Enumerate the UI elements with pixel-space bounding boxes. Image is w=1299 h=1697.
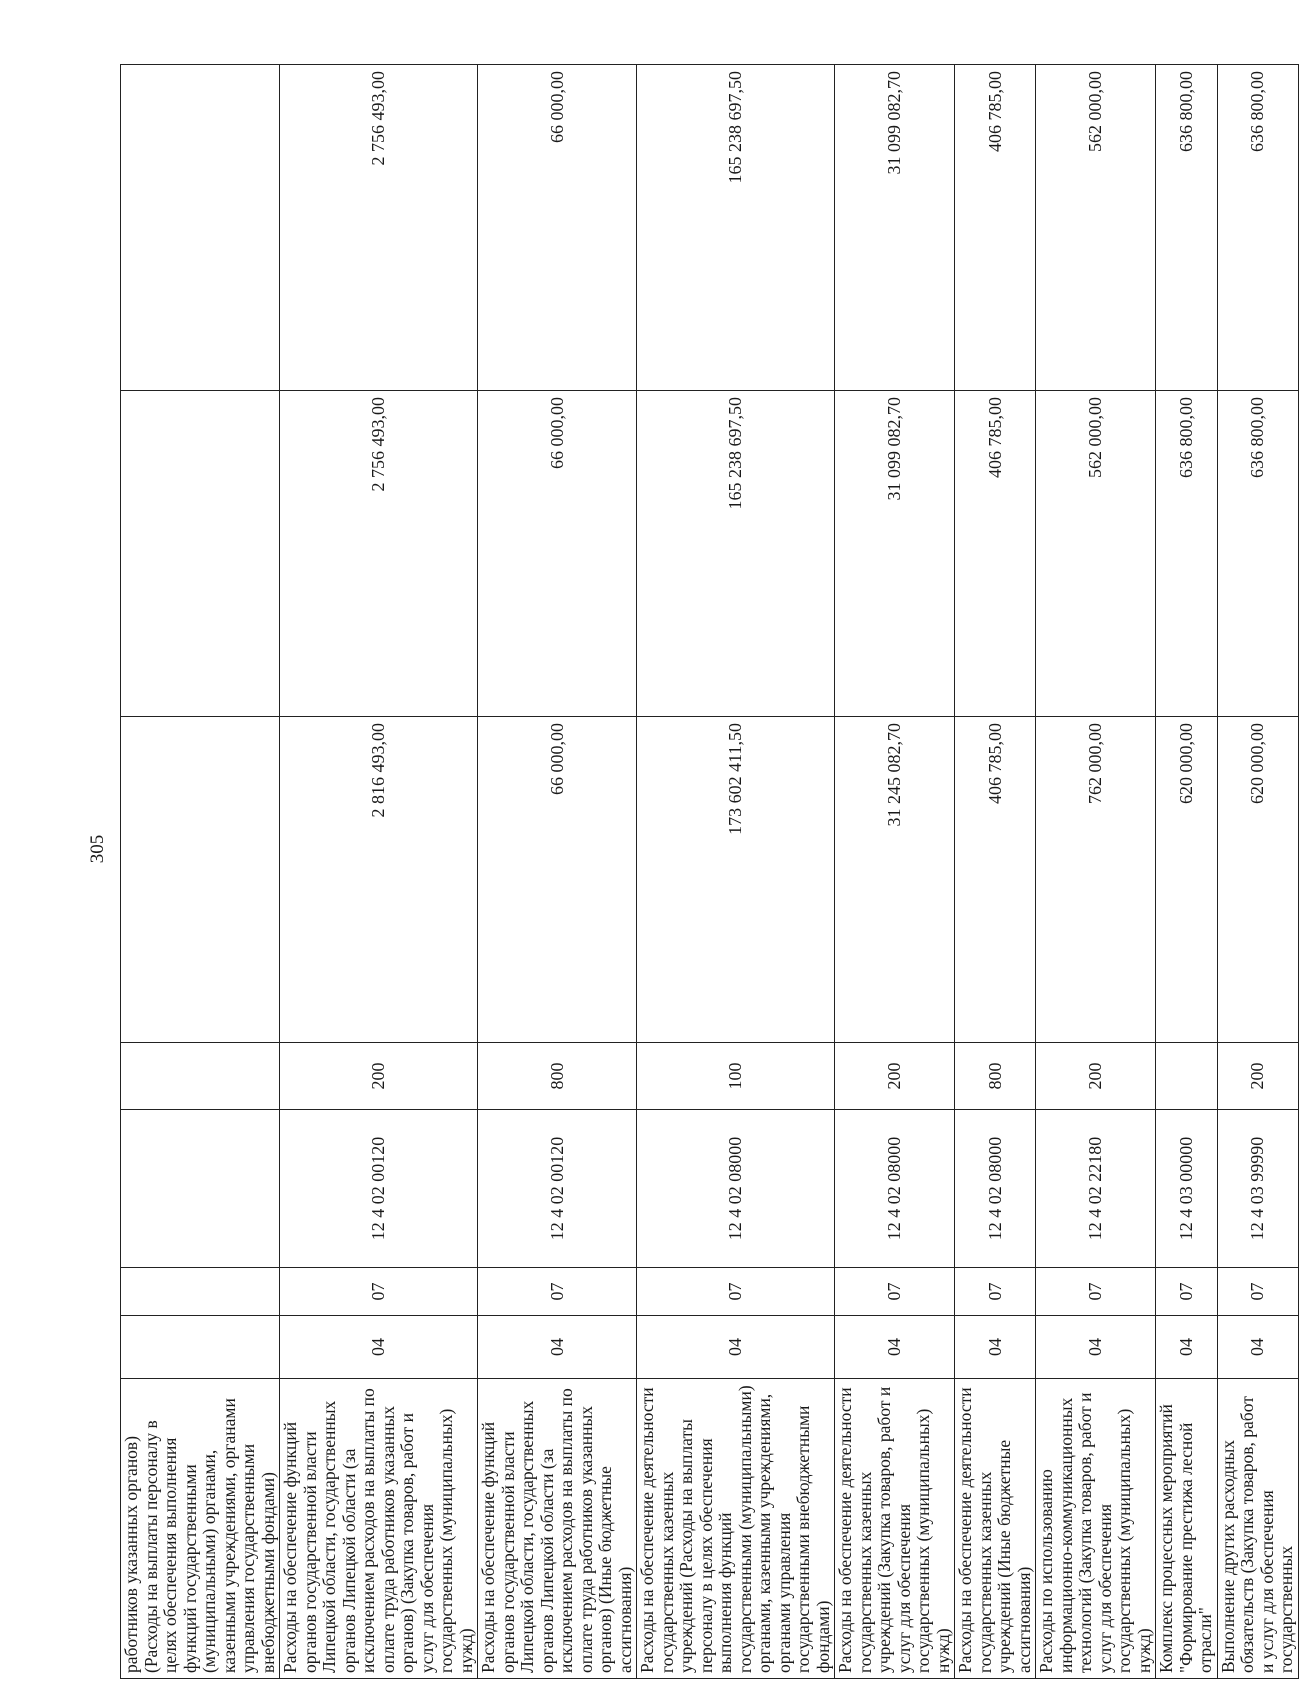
section-code: 07 xyxy=(637,1268,835,1316)
row-description: Расходы по использованию информационно-коммуникационных технологий (Закупка товаров, работ и услуг для обеспечения государственных (муниципальных) нужд) xyxy=(1036,1379,1156,1679)
row-description: Расходы на обеспечение деятельности государственных казенных учреждений (Иные бюджетные ассигнования) xyxy=(955,1379,1036,1679)
table-row xyxy=(280,65,478,1679)
amount-year-3: 66 000,00 xyxy=(478,65,637,391)
expense-type-code: 200 xyxy=(1217,1043,1298,1110)
target-article-code: 12 4 02 00120 xyxy=(478,1110,637,1268)
section-code: 07 xyxy=(955,1268,1036,1316)
amount-year-2: 31 099 082,70 xyxy=(835,391,955,717)
amount-year-3: 2 756 493,00 xyxy=(280,65,478,391)
expense-type-code xyxy=(1156,1043,1218,1110)
amount-year-1: 762 000,00 xyxy=(1036,717,1156,1043)
table-row xyxy=(835,65,955,1679)
expense-type-code xyxy=(121,1043,280,1110)
amount-year-1: 620 000,00 xyxy=(1156,717,1218,1043)
amount-year-2: 636 800,00 xyxy=(1156,391,1218,717)
target-article-code: 12 4 03 00000 xyxy=(1156,1110,1218,1268)
ved-code: 04 xyxy=(835,1316,955,1379)
target-article-code: 12 4 02 00120 xyxy=(280,1110,478,1268)
amount-year-3: 165 238 697,50 xyxy=(637,65,835,391)
amount-year-3: 31 099 082,70 xyxy=(835,65,955,391)
table-row xyxy=(1036,65,1156,1679)
budget-table xyxy=(120,64,1299,1679)
ved-code xyxy=(121,1316,280,1379)
table-row xyxy=(637,65,835,1679)
amount-year-1: 406 785,00 xyxy=(955,717,1036,1043)
target-article-code xyxy=(121,1110,280,1268)
amount-year-1: 66 000,00 xyxy=(478,717,637,1043)
table-row xyxy=(955,65,1036,1679)
table-row xyxy=(1156,65,1218,1679)
section-code: 07 xyxy=(1036,1268,1156,1316)
target-article-code: 12 4 02 08000 xyxy=(835,1110,955,1268)
amount-year-3: 562 000,00 xyxy=(1036,65,1156,391)
amount-year-3: 406 785,00 xyxy=(955,65,1036,391)
ved-code: 04 xyxy=(1036,1316,1156,1379)
expense-type-code: 200 xyxy=(1036,1043,1156,1110)
expense-type-code: 100 xyxy=(637,1043,835,1110)
amount-year-3 xyxy=(121,65,280,391)
ved-code: 04 xyxy=(478,1316,637,1379)
expense-type-code: 800 xyxy=(955,1043,1036,1110)
amount-year-1: 31 245 082,70 xyxy=(835,717,955,1043)
expense-type-code: 200 xyxy=(280,1043,478,1110)
amount-year-2: 406 785,00 xyxy=(955,391,1036,717)
amount-year-3: 636 800,00 xyxy=(1217,65,1298,391)
amount-year-1: 2 816 493,00 xyxy=(280,717,478,1043)
ved-code: 04 xyxy=(1217,1316,1298,1379)
amount-year-1 xyxy=(121,717,280,1043)
amount-year-2: 165 238 697,50 xyxy=(637,391,835,717)
section-code: 07 xyxy=(280,1268,478,1316)
target-article-code: 12 4 02 08000 xyxy=(637,1110,835,1268)
section-code: 07 xyxy=(1217,1268,1298,1316)
amount-year-1: 620 000,00 xyxy=(1217,717,1298,1043)
expense-type-code: 800 xyxy=(478,1043,637,1110)
row-description: Комплекс процессных мероприятий "Формирование престижа лесной отрасли" xyxy=(1156,1379,1218,1679)
section-code xyxy=(121,1268,280,1316)
row-description: работников указанных органов) (Расходы на выплаты персоналу в целях обеспечения выполнения функций государственными (муниципальными) органами, казенными учреждениями, органами управления государственными внебюджетными фондами) xyxy=(121,1379,280,1679)
expense-type-code: 200 xyxy=(835,1043,955,1110)
section-code: 07 xyxy=(478,1268,637,1316)
row-description: Выполнение других расходных обязательств (Закупка товаров, работ и услуг для обеспечения государственных xyxy=(1217,1379,1298,1679)
amount-year-2: 562 000,00 xyxy=(1036,391,1156,717)
target-article-code: 12 4 03 99990 xyxy=(1217,1110,1298,1268)
row-description: Расходы на обеспечение деятельности государственных казенных учреждений (Закупка товаров, работ и услуг для обеспечения государственных (муниципальных) нужд) xyxy=(835,1379,955,1679)
ved-code: 04 xyxy=(637,1316,835,1379)
target-article-code: 12 4 02 22180 xyxy=(1036,1110,1156,1268)
row-description: Расходы на обеспечение функций органов государственной власти Липецкой области, государственных органов Липецкой области (за исключением расходов на выплаты по оплате труда работников указанных органов) (Иные бюджетные ассигнования) xyxy=(478,1379,637,1679)
amount-year-2: 2 756 493,00 xyxy=(280,391,478,717)
ved-code: 04 xyxy=(955,1316,1036,1379)
amount-year-2 xyxy=(121,391,280,717)
row-description: Расходы на обеспечение функций органов государственной власти Липецкой области, государственных органов Липецкой области (за исключением расходов на выплаты по оплате труда работников указанных органов) (Закупка товаров, работ и услуг для обеспечения государственных (муниципальных) нужд) xyxy=(280,1379,478,1679)
table-row xyxy=(121,65,280,1679)
ved-code: 04 xyxy=(280,1316,478,1379)
table-row xyxy=(1217,65,1298,1679)
amount-year-3: 636 800,00 xyxy=(1156,65,1218,391)
amount-year-2: 636 800,00 xyxy=(1217,391,1298,717)
table-row xyxy=(478,65,637,1679)
row-description: Расходы на обеспечение деятельности государственных казенных учреждений (Расходы на выплаты персоналу в целях обеспечения выполнения функций государственными (муниципальными) органами, казенными учреждениями, органами управления государственными внебюджетными фондами) xyxy=(637,1379,835,1679)
rotated-page xyxy=(120,65,1296,1679)
amount-year-2: 66 000,00 xyxy=(478,391,637,717)
section-code: 07 xyxy=(835,1268,955,1316)
ved-code: 04 xyxy=(1156,1316,1218,1379)
amount-year-1: 173 602 411,50 xyxy=(637,717,835,1043)
page-number: 305 xyxy=(87,834,108,864)
target-article-code: 12 4 02 08000 xyxy=(955,1110,1036,1268)
section-code: 07 xyxy=(1156,1268,1218,1316)
